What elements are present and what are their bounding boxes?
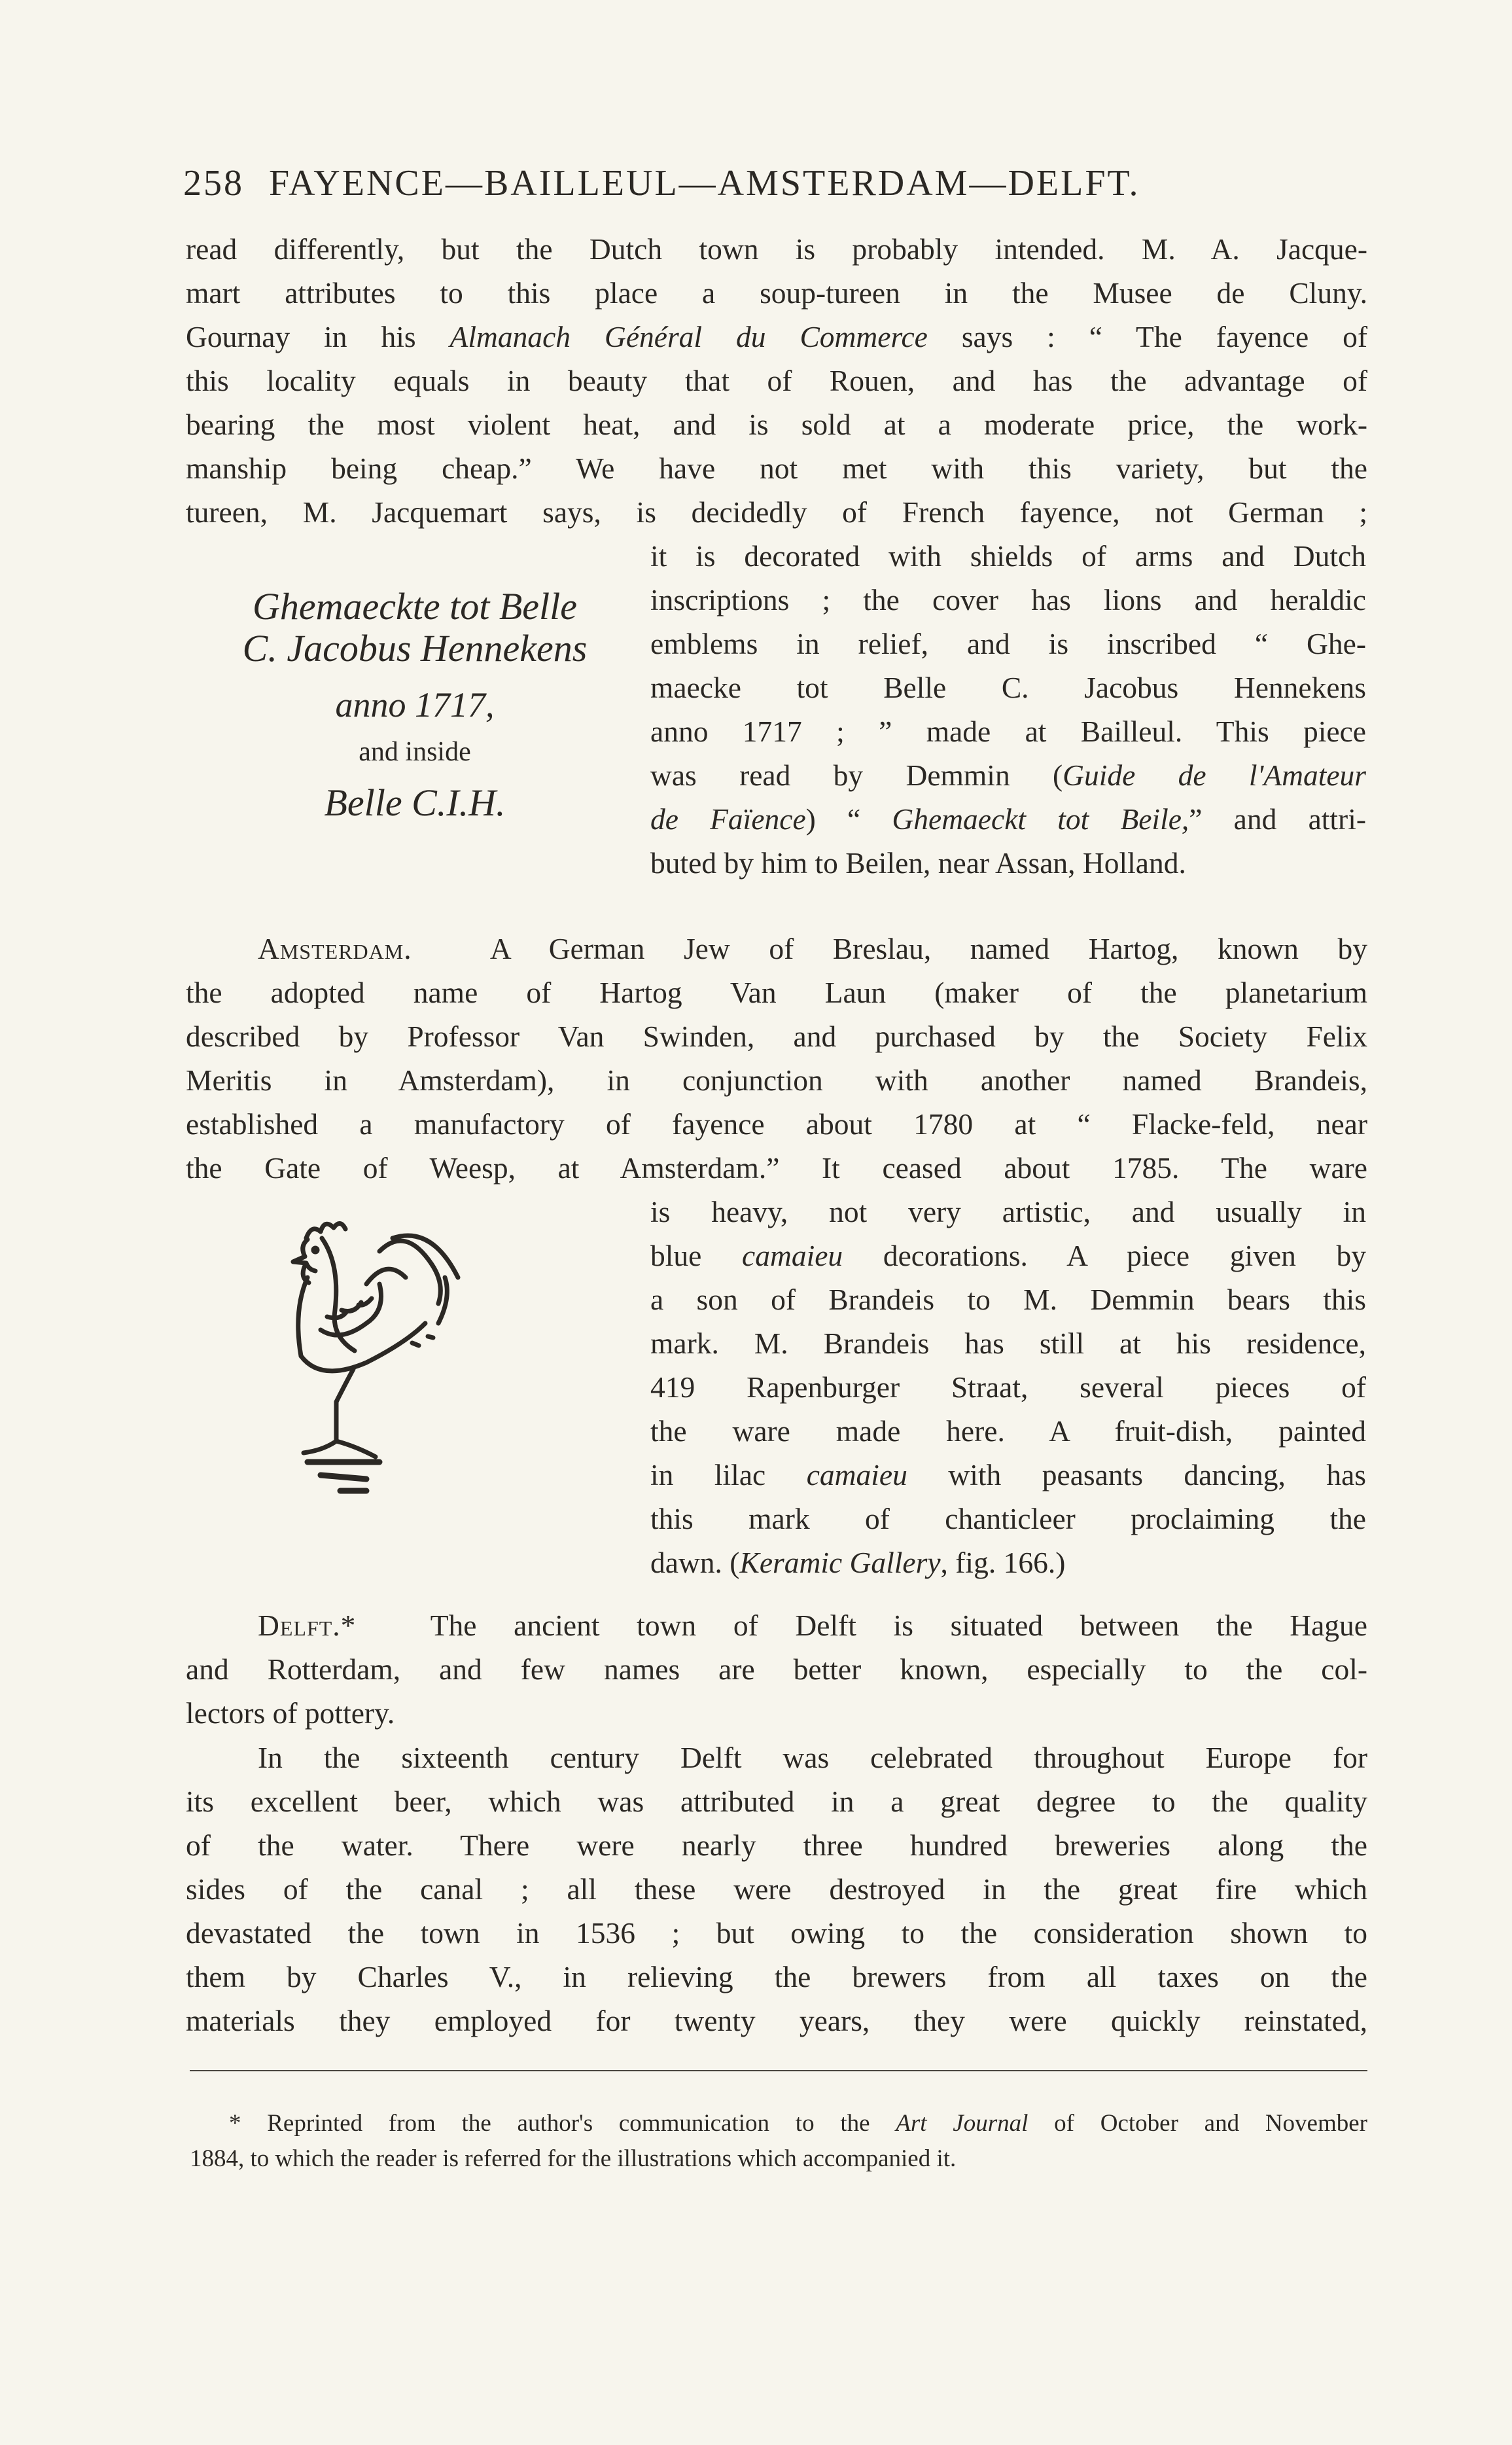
- section-heading: Amsterdam.: [258, 932, 412, 965]
- paragraph-sixteenth-century: [186, 1736, 1367, 2043]
- text-line: Amsterdam. A German Jew of Breslau, named Hartog, known by: [258, 932, 1368, 965]
- page-number: 258: [183, 163, 244, 204]
- paragraph-delft: [186, 1603, 1367, 1735]
- text-line: them by Charles V., in relieving the brewers from all taxes on the: [186, 1960, 1367, 1993]
- text-line: described by Professor Van Swinden, and purchased by the Society Felix: [186, 1020, 1367, 1053]
- footnote-line: 1884, to which the reader is referred for the illustrations which accompanied it.: [190, 2145, 957, 2172]
- text-line: sides of the canal ; all these were destroyed in the great fire which: [186, 1872, 1367, 1906]
- text-line: 419 Rapenburger Straat, several pieces of: [650, 1370, 1366, 1404]
- text-line: the adopted name of Hartog Van Laun (maker of the planetarium: [186, 976, 1367, 1009]
- running-head: [183, 162, 1335, 204]
- chanticleer-mark-icon: [281, 1212, 484, 1520]
- text-line: the Gate of Weesp, at Amsterdam.” It ceased about 1785. The ware: [186, 1151, 1367, 1185]
- technique-term: camaieu: [806, 1458, 907, 1491]
- text-line: bearing the most violent heat, and is sold at a moderate price, the work-: [186, 408, 1367, 441]
- text-line: Meritis in Amsterdam), in conjunction with another named Brandeis,: [186, 1063, 1367, 1097]
- text-line: materials they employed for twenty years, they were quickly reinstated,: [186, 2004, 1367, 2037]
- text-line: maecke tot Belle C. Jacobus Hennekens: [650, 671, 1366, 704]
- journal-title: Art Journal: [896, 2110, 1029, 2137]
- paragraph-bailleul-intro: [186, 227, 1367, 534]
- page-title: FAYENCE—BAILLEUL—AMSTERDAM—DELFT.: [269, 163, 1140, 204]
- footnote: [190, 2106, 1367, 2177]
- text-line: this locality equals in beauty that of Rouen, and has the advantage of: [186, 364, 1367, 397]
- text-line: dawn. (Keramic Gallery, fig. 166.): [650, 1546, 1066, 1579]
- text-line: of the water. There were nearly three hundred breweries along the: [186, 1829, 1367, 1862]
- book-title: Keramic Gallery: [739, 1546, 941, 1579]
- text-line: it is decorated with shields of arms and Dutch: [650, 539, 1366, 573]
- text-line: devastated the town in 1536 ; but owing to the consideration shown to: [186, 1916, 1367, 1950]
- mark-line: Belle C.I.H.: [324, 781, 506, 824]
- footnote-divider: [190, 2070, 1367, 2071]
- section-heading: Delft.*: [258, 1609, 357, 1642]
- text-line: is heavy, not very artistic, and usually in: [650, 1195, 1366, 1228]
- mark-line: anno 1717,: [335, 685, 495, 724]
- bailleul-mark-inscription: [186, 586, 644, 834]
- text-line: this mark of chanticleer proclaiming the: [650, 1502, 1366, 1535]
- mark-line: and inside: [359, 737, 471, 767]
- text-line: its excellent beer, which was attributed in a great degree to the quality: [186, 1785, 1367, 1818]
- text-line: was read by Demmin (Guide de l'Amateur: [650, 758, 1366, 792]
- paragraph-amsterdam: [186, 927, 1367, 1190]
- text-line: mart attributes to this place a soup-tureen in the Musee de Cluny.: [186, 276, 1367, 310]
- text-line: anno 1717 ; ” made at Bailleul. This piece: [650, 715, 1366, 748]
- text-line: de Faïence) “ Ghemaeckt tot Beile,” and attri-: [650, 802, 1366, 836]
- text-line: tureen, M. Jacquemart says, is decidedly of French fayence, not German ;: [186, 495, 1367, 529]
- text-line: lectors of pottery.: [186, 1696, 395, 1730]
- text-line: inscriptions ; the cover has lions and heraldic: [650, 583, 1366, 616]
- footnote-line: * Reprinted from the author's communication to the Art Journal of October and November: [229, 2110, 1368, 2137]
- bailleul-right-column: [650, 534, 1366, 885]
- text-line: read differently, but the Dutch town is probably intended. M. A. Jacque-: [186, 232, 1367, 266]
- text-line: manship being cheap.” We have not met with this variety, but the: [186, 452, 1367, 485]
- text-line: mark. M. Brandeis has still at his residence,: [650, 1327, 1366, 1360]
- technique-term: camaieu: [742, 1239, 843, 1272]
- quoted-mark: Ghemaeckt tot Beile,: [892, 802, 1189, 836]
- book-title: de Faïence: [650, 802, 806, 836]
- mark-line: C. Jacobus Hennekens: [242, 627, 588, 669]
- text-line: In the sixteenth century Delft was celebrated throughout Europe for: [258, 1741, 1367, 1774]
- text-line: Delft.* The ancient town of Delft is situated between the Hague: [258, 1609, 1367, 1642]
- text-line: emblems in relief, and is inscribed “ Ghe-: [650, 627, 1366, 660]
- text-line: buted by him to Beilen, near Assan, Holland.: [650, 846, 1186, 880]
- text-line: established a manufactory of fayence about 1780 at “ Flacke-feld, near: [186, 1107, 1367, 1141]
- text-line: the ware made here. A fruit-dish, painted: [650, 1414, 1366, 1448]
- text-line: blue camaieu decorations. A piece given by: [650, 1239, 1366, 1272]
- amsterdam-right-column: [650, 1190, 1366, 1584]
- book-title: Almanach Général du Commerce: [449, 320, 928, 353]
- mark-line: Ghemaeckte tot Belle: [253, 585, 577, 628]
- text-line: Gournay in his Almanach Général du Commerce says : “ The fayence of: [186, 320, 1367, 353]
- text-line: and Rotterdam, and few names are better known, especially to the col-: [186, 1652, 1367, 1686]
- text-line: a son of Brandeis to M. Demmin bears this: [650, 1283, 1366, 1316]
- book-title: Guide de l'Amateur: [1063, 758, 1366, 792]
- text-line: in lilac camaieu with peasants dancing, has: [650, 1458, 1366, 1491]
